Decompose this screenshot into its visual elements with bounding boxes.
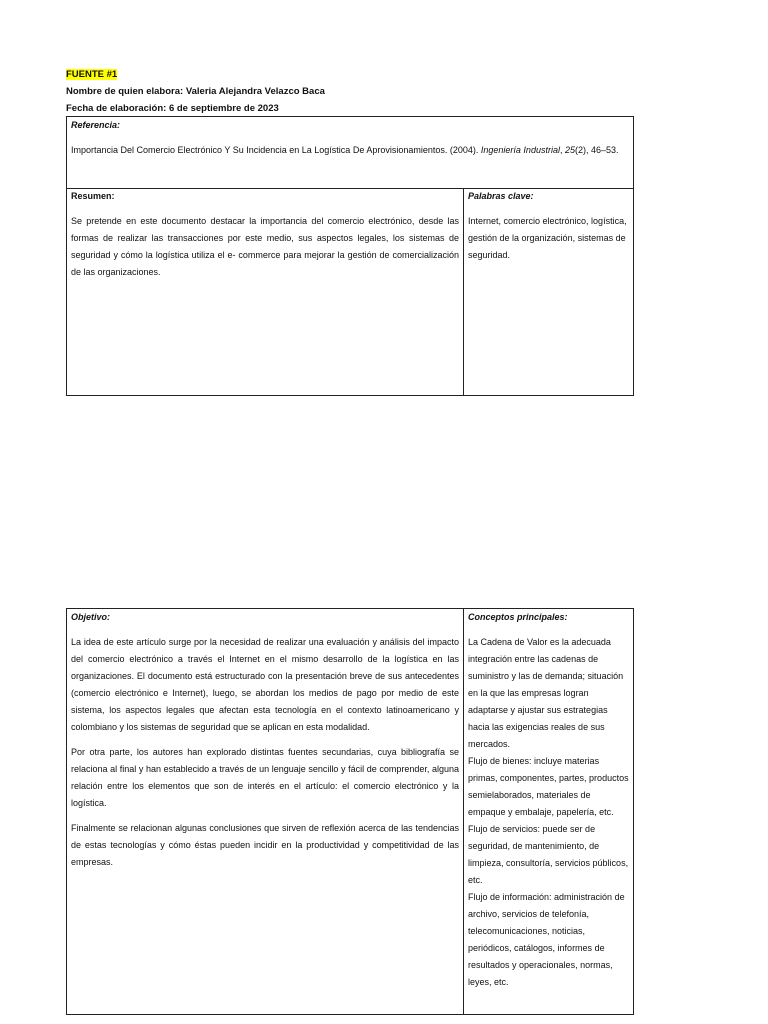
objective-row [67, 609, 633, 1014]
reference-journal: Ingeniería Industrial [480, 145, 560, 155]
reference-issue-pages: (2), 46–53. [575, 145, 619, 155]
source-label: FUENTE #1 [66, 69, 118, 80]
keywords-title: Palabras clave: [468, 191, 534, 201]
summary-text: Se pretende en este documento destacar la importancia del comercio electrónico, desde las formas de realizar las transacciones por este medio, sus aspectos legales, los sistemas de seguridad y cómo la logística utiliza el e- commerce para mejorar la gestión de comercialización de las organizaciones. [71, 216, 459, 277]
concepts-paragraph: La Cadena de Valor es la adecuada integración entre las cadenas de suministro y las de demanda; situación en la que las empresas logran adaptarse y ajustar sus estrategias hacia las exigencias reales de sus mercados. [468, 637, 624, 749]
objective-paragraph: La idea de este artículo surge por la necesidad de realizar una evaluación y análisis del impacto del comercio electrónico a través el Internet en el mismo desarrollo de la logística en las organizaciones. El documento está estructurado con la presentación breve de sus antecedentes (comercio electrónico e Internet), luego, se abordan los medios de pago por medio de este sistema, los aspectos legales que afectan esta tecnología en el contexto latinoamericano y colombiano y los sistemas de seguridad que se aplican en esta modalidad. [71, 637, 459, 732]
summary-row [67, 188, 633, 395]
summary-title: Resumen: [71, 191, 115, 201]
reference-table [66, 116, 634, 396]
concepts-paragraph: Flujo de bienes: incluye materias primas, componentes, partes, productos semielaborados, materiales de empaque y embalaje, papelería, etc. Flujo de servicios: puede ser de seguridad, de mantenimiento, de limpieza, consultoría, servicios públicos, etc. [468, 756, 629, 885]
date-line: Fecha de elaboración: 6 de septiembre de 2023 [66, 103, 279, 114]
reference-text: Importancia Del Comercio Electrónico Y Su Incidencia en La Logística De Aprovisionamientos. (2004). Ingeniería Industrial, 25(2), 46–53. [71, 145, 619, 155]
objective-paragraph: Por otra parte, los autores han explorado distintas fuentes secundarias, cuya bibliografía se relaciona al final y han establecido a través de un lenguaje sencillo y fácil de comprender, alguna relación entre los elementos que son de interés en el artículo: el comercio electrónico y la logística. [71, 747, 459, 808]
concepts-title: Conceptos principales: [468, 612, 568, 622]
keywords-text: Internet, comercio electrónico, logística, gestión de la organización, sistemas de seguridad. [468, 216, 627, 260]
concepts-paragraph: Flujo de información: administración de archivo, servicios de telefonía, telecomunicaciones, noticias, periódicos, catálogos, informes de resultados y operacionales, normas, leyes, etc. [468, 892, 625, 987]
reference-title: Referencia: [71, 120, 121, 130]
reference-volume: 25 [564, 145, 575, 155]
objective-title: Objetivo: [71, 612, 111, 622]
objective-table [66, 608, 634, 1015]
reference-row [67, 117, 633, 189]
author-line: Nombre de quien elabora: Valeria Alejandra Velazco Baca [66, 86, 325, 97]
document-header [66, 66, 325, 117]
objective-paragraph: Finalmente se relacionan algunas conclusiones que sirven de reflexión acerca de las tendencias de estas tecnologías y cómo éstas pueden incidir en la productividad y competitividad de las empresas. [71, 823, 459, 867]
